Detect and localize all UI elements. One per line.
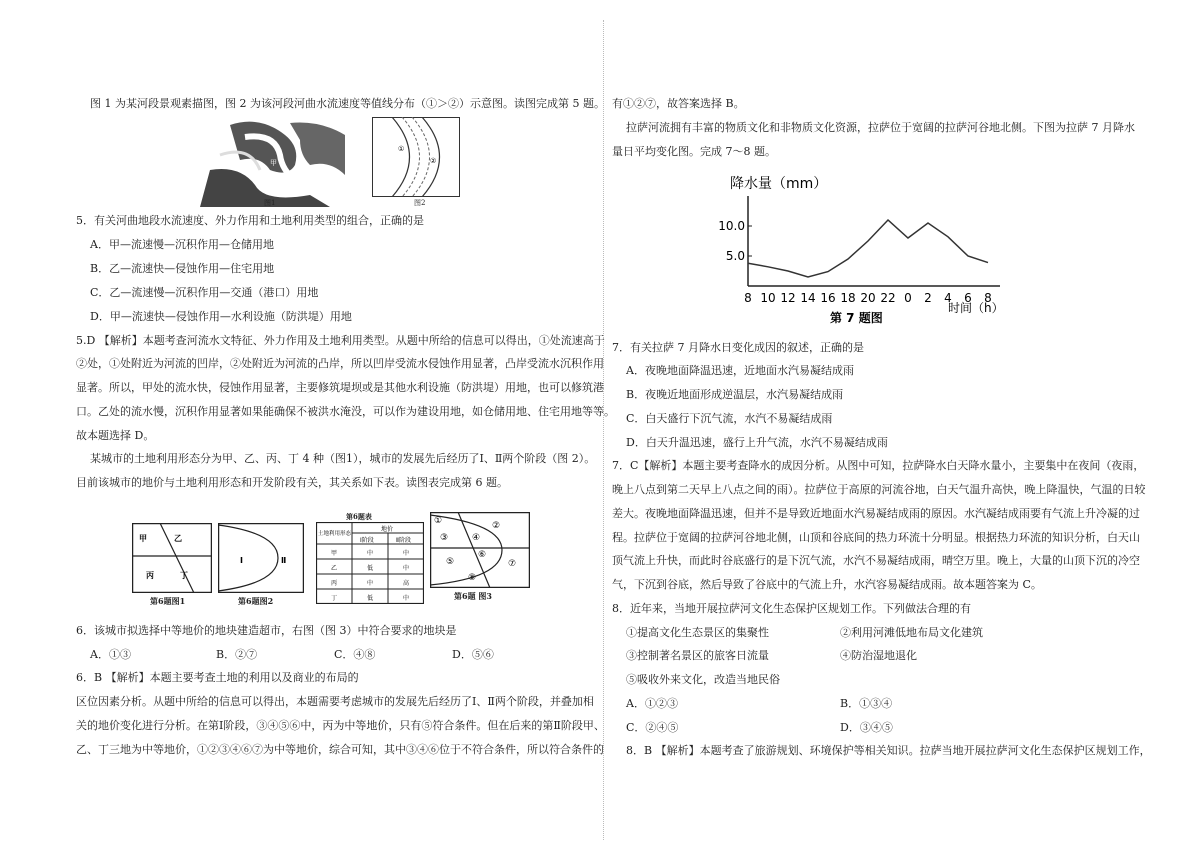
q5-intro: 图 1 为某河段景观素描图，图 2 为该河段河曲水流速度等值线分布（①＞②）示意图。读图完成第 5 题。 <box>90 97 605 110</box>
q6-option-d: D．⑤⑥ <box>452 648 494 661</box>
chart-x-tick: 16 <box>820 291 836 305</box>
fig1-yi: 乙 <box>310 167 317 175</box>
q6-option-b: B．②⑦ <box>216 648 258 661</box>
q7-intro-2: 量日平均变化图。完成 7～8 题。 <box>612 145 776 158</box>
q8-stem: 8．近年来，当地开展拉萨河文化生态保护区规划工作。下列做法合理的有 <box>612 602 971 615</box>
q6-intro-1: 某城市的土地利用形态分为甲、乙、丙、丁 4 种（图1），城市的发展先后经历了Ⅰ、Ⅱ两个阶段（图 2）。 <box>90 452 596 465</box>
a7-line-1: 7．C【解析】本题主要考查降水的成因分析。从图中可知，拉萨降水白天降水量小，主要集中在夜间（夜雨， <box>612 459 1145 472</box>
chart-xlabel: 时间（h） <box>948 301 1004 315</box>
q8-option-c: C．②④⑤ <box>626 721 679 734</box>
chart-x-tick: 20 <box>860 291 876 305</box>
q7-option-b: B．夜晚近地面形成逆温层，水汽易凝结成雨 <box>626 388 844 401</box>
fig6-3-r4: ④ <box>472 533 481 543</box>
table6-title: 第6题表 <box>346 512 372 521</box>
table6-r3c2: 中 <box>403 595 410 602</box>
fig2-c2: ② <box>430 157 437 165</box>
fig2-c1: ① <box>398 145 405 153</box>
chart-series-line <box>748 220 988 277</box>
fig6-3-r6: ⑥ <box>478 550 487 560</box>
chart-x-tick: 10 <box>760 291 776 305</box>
a6-line-2: 区位因素分析。从题中所给的信息可以得出，本题需要考虑城市的发展先后经历了Ⅰ、Ⅱ两个阶段，并叠加相 <box>76 695 594 708</box>
q5-stem: 5．有关河曲地段水流速度、外力作用和土地利用类型的组合，正确的是 <box>76 214 424 227</box>
a7-line-6: 气，下沉到谷底，然后导致了谷底中的气流上升，水汽容易凝结成雨。故本题答案为 C。 <box>612 578 1042 591</box>
q6-stem: 6．该城市拟选择中等地价的地块建造超市，右图（图 3）中符合要求的地块是 <box>76 624 457 637</box>
chart-x-tick: 0 <box>904 291 912 305</box>
a6-line-4: 乙、丁三地为中等地价，①②③④⑥⑦为中等地价，综合可知，其中③④⑥位于不符合条件，所以符合条件的 <box>76 743 604 756</box>
figure-5-1 <box>200 115 350 207</box>
q5-option-c: C．乙—流速慢—沉积作用—交通（港口）用地 <box>90 286 319 299</box>
chart-caption: 第 7 题图 <box>830 311 883 325</box>
precipitation-chart <box>718 168 1008 328</box>
fig6-2-stage1: Ⅰ <box>240 556 243 565</box>
chart-x-tick: 12 <box>780 291 796 305</box>
q8-item-1: ①提高文化生态景区的集聚性 <box>626 626 769 639</box>
fig6-3-r7: ⑦ <box>508 559 517 569</box>
table6-r2c2: 高 <box>403 580 410 587</box>
fig6-3-caption: 第6题 图3 <box>454 591 492 601</box>
chart-x-tick: 4 <box>944 291 952 305</box>
fig6-3-r8: ⑧ <box>468 573 477 583</box>
fig6-2-stage2: Ⅱ <box>281 556 287 565</box>
table6-h2: Ⅱ阶段 <box>396 537 411 544</box>
table6-r2c0: 丙 <box>331 580 338 587</box>
chart-x-tick: 2 <box>924 291 932 305</box>
a5-line-2: ②处，①处附近为河流的凹岸，②处附近为河流的凸岸，所以凹岸受流水侵蚀作用显著，凸岸受流水沉积作用 <box>76 357 604 370</box>
q5-option-b: B．乙—流速快—侵蚀作用—住宅用地 <box>90 262 275 275</box>
q5-option-a: A．甲—流速慢—沉积作用—仓储用地 <box>90 238 274 251</box>
a7-line-5: 顶气流上升快，而此时谷底盛行的是下沉气流，水汽不易凝结成雨，晴空万里。晚上，大量的山顶下沉的冷空 <box>612 554 1140 567</box>
table6-r2c1: 中 <box>367 580 374 587</box>
fig6-2-caption: 第6题图2 <box>238 596 274 606</box>
a7-line-2: 晚上八点到第二天早上八点之间的雨）。拉萨位于高原的河流谷地，白天气温升高快，晚上降温快，气温的日较 <box>612 483 1146 496</box>
table6-h1: Ⅰ阶段 <box>360 537 374 544</box>
table6-r3c1: 低 <box>367 595 374 602</box>
fig6-3-r2: ② <box>492 521 501 531</box>
fig6-1-yi: 乙 <box>174 534 182 543</box>
fig6-1-caption: 第6题图1 <box>150 596 186 606</box>
q5-option-d: D．甲—流速快—侵蚀作用—水利设施（防洪堤）用地 <box>90 310 352 323</box>
figure-6-3 <box>430 512 530 588</box>
a5-line-5: 故本题选择 D。 <box>76 429 155 442</box>
q8-option-a: A．①②③ <box>626 697 678 710</box>
a6-line-3: 关的地价变化进行分析。在第Ⅰ阶段，③④⑤⑥中，丙为中等地价，只有⑤符合条件。但在后来的第Ⅱ阶段甲、 <box>76 719 605 732</box>
a5-line-4: 口。乙处的流水慢，沉积作用显著如果能确保不被洪水淹没，可以作为建设用地，如仓储用地、住宅用地等等。 <box>76 405 615 418</box>
q8-item-4: ④防治湿地退化 <box>840 649 917 662</box>
fig6-1-jia: 甲 <box>139 534 147 543</box>
table-6 <box>316 522 424 604</box>
fig1-jia: 甲 <box>270 159 277 167</box>
q7-option-d: D．白天升温迅速，盛行上升气流，水汽不易凝结成雨 <box>626 436 888 449</box>
chart-y-tick: 5.0 <box>725 249 745 263</box>
q8-item-3: ③控制著名景区的旅客日流量 <box>626 649 769 662</box>
table6-r0c0: 甲 <box>331 550 338 557</box>
table6-r1c2: 中 <box>403 565 410 572</box>
a5-line-1: 5.D 【解析】本题考查河流水文特征、外力作用及土地利用类型。从题中所给的信息可以得出，①处流速高于 <box>76 334 605 347</box>
q6-intro-2: 目前该城市的地价与土地利用形态和开发阶段有关，其关系如下表。读图表完成第 6 题。 <box>76 476 508 489</box>
q7-stem: 7．有关拉萨 7 月降水日变化成因的叙述，正确的是 <box>612 341 864 354</box>
chart-x-tick: 22 <box>880 291 896 305</box>
fig6-3-r3: ③ <box>440 533 449 543</box>
table6-r0c1: 中 <box>367 550 374 557</box>
chart-x-tick: 8 <box>984 291 992 305</box>
q8-option-d: D．③④⑤ <box>840 721 893 734</box>
table6-r1c0: 乙 <box>331 565 338 572</box>
column-divider <box>603 20 604 840</box>
a7-line-3: 差大。夜晚地面降温迅速，但并不是导致近地面水汽易凝结成雨的原因。水汽凝结成雨要有气流上升冷凝的过 <box>612 507 1140 520</box>
chart-title: 降水量（mm） <box>730 176 828 192</box>
q8-item-2: ②利用河滩低地布局文化建筑 <box>840 626 983 639</box>
chart-x-tick: 6 <box>964 291 972 305</box>
fig1-caption: 图1 <box>264 199 276 207</box>
fig6-1-bing: 丙 <box>146 571 154 580</box>
figure-6-1 <box>132 523 212 593</box>
q7-option-c: C．白天盛行下沉气流，水汽不易凝结成雨 <box>626 412 833 425</box>
fig6-3-r1: ① <box>434 516 443 526</box>
a6-continued: 有①②⑦，故答案选择 B。 <box>612 97 745 110</box>
q7-intro-1: 拉萨河流拥有丰富的物质文化和非物质文化资源，拉萨位于宽阔的拉萨河谷地北侧。下图为拉萨 7 月降水 <box>626 121 1135 134</box>
chart-x-tick: 8 <box>744 291 752 305</box>
a6-line-1: 6．B 【解析】本题主要考查土地的利用以及商业的布局的 <box>76 671 359 684</box>
q8-option-b: B．①③④ <box>840 697 893 710</box>
table6-h0: 土地利用形态 <box>318 531 352 537</box>
table6-r3c0: 丁 <box>331 595 338 602</box>
table6-htop: 地价 <box>381 526 394 533</box>
q6-option-a: A．①③ <box>90 648 131 661</box>
fig2-caption: 图2 <box>414 199 426 207</box>
a8-line-1: 8．B 【解析】本题考查了旅游规划、环境保护等相关知识。拉萨当地开展拉萨河文化生态保护区规划工作， <box>626 744 1151 757</box>
fig6-3-r5: ⑤ <box>446 557 455 567</box>
q7-option-a: A．夜晚地面降温迅速，近地面水汽易凝结成雨 <box>626 364 854 377</box>
figure-6-2 <box>218 523 304 593</box>
chart-x-tick: 14 <box>800 291 816 305</box>
q6-option-c: C．④⑧ <box>334 648 376 661</box>
a7-line-4: 程。拉萨位于宽阔的拉萨河谷地北侧，山顶和谷底间的热力环流十分明显。根据热力环流的知识分析，白天山 <box>612 531 1140 544</box>
table6-r0c2: 中 <box>403 550 410 557</box>
chart-y-tick: 10.0 <box>718 219 745 233</box>
fig6-1-ding: 丁 <box>180 571 188 580</box>
table6-r1c1: 低 <box>367 565 374 572</box>
figure-5-2 <box>372 117 460 197</box>
a5-line-3: 显著。所以，甲处的流水快，侵蚀作用显著，主要修筑堤坝或是其他水利设施（防洪堤）用地，也可以修筑港 <box>76 381 604 394</box>
chart-x-tick: 18 <box>840 291 856 305</box>
q8-item-5: ⑤吸收外来文化，改造当地民俗 <box>626 673 780 686</box>
